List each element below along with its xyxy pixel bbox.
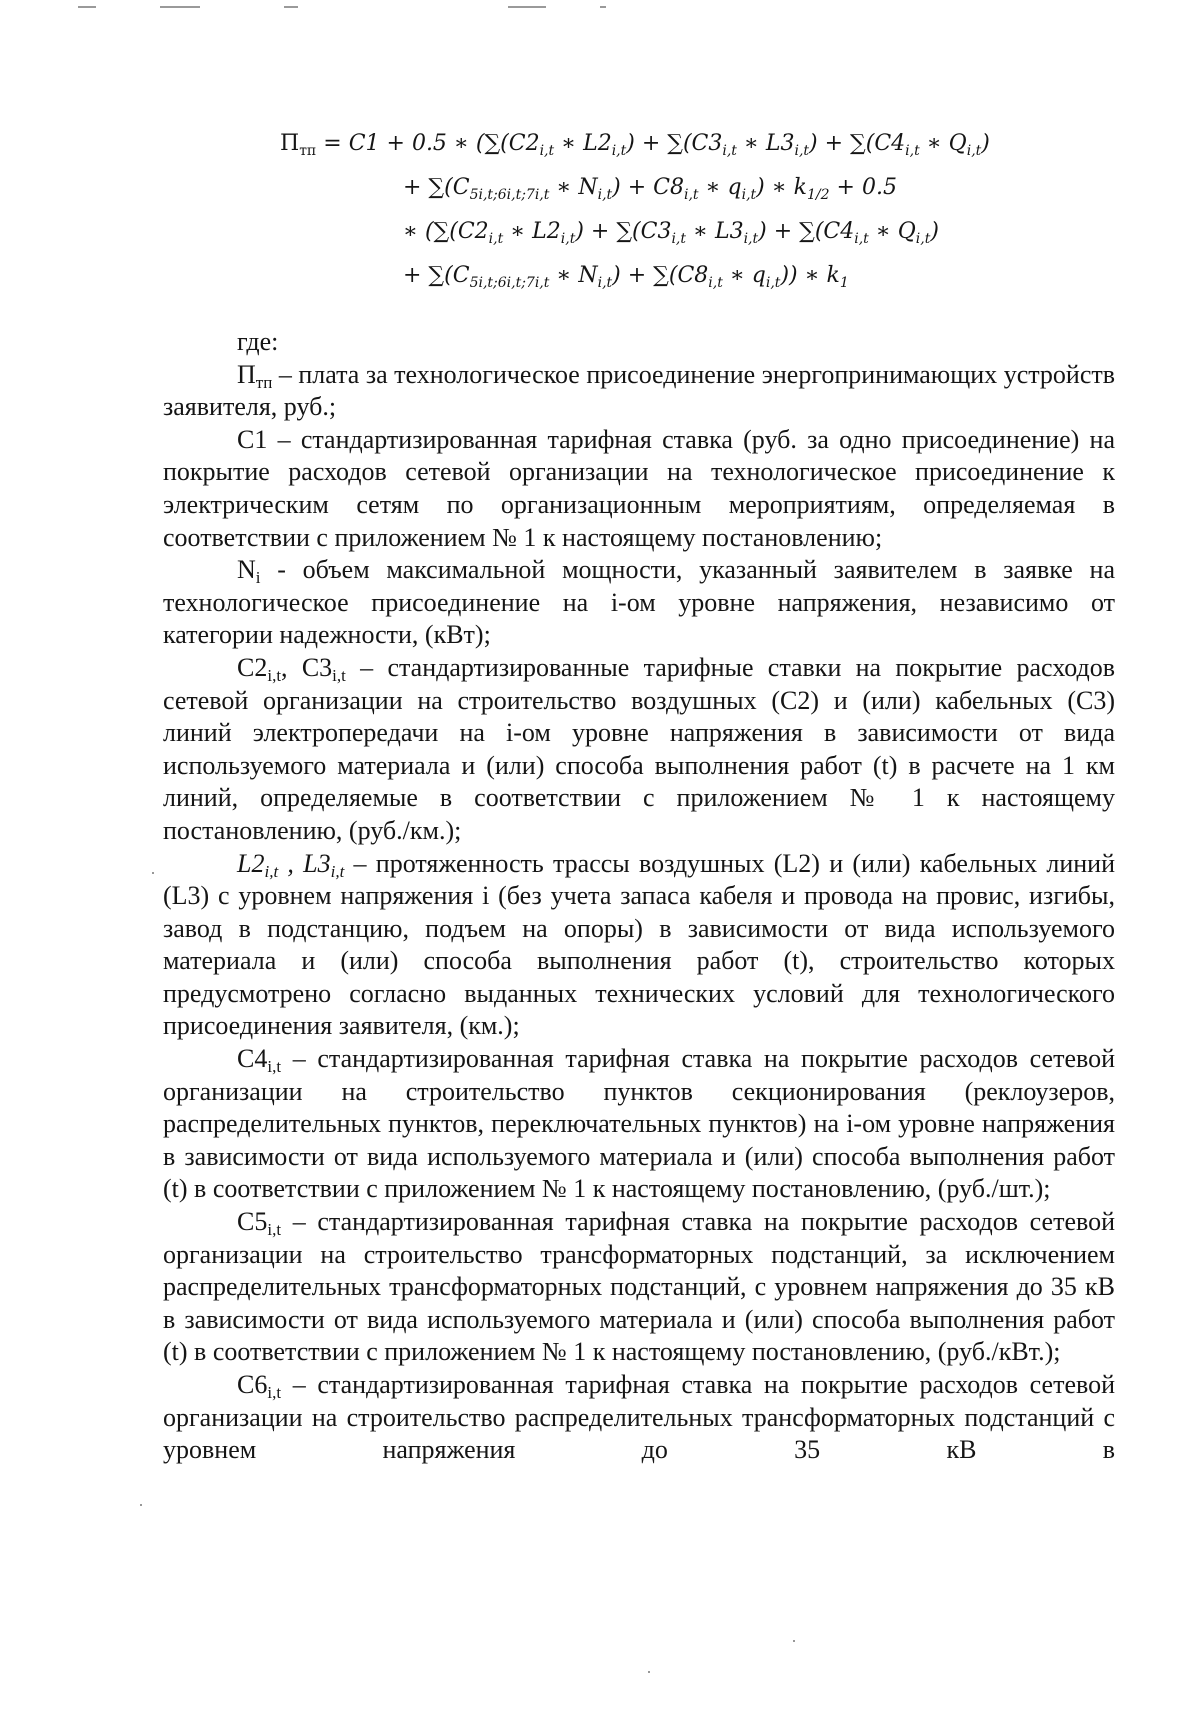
formula-sub: i,t: [560, 231, 576, 247]
formula-text: ∗ q: [698, 175, 742, 200]
definition-symbol: L2: [237, 848, 265, 878]
where-label: где:: [237, 327, 279, 356]
formula-text: ) + ∑(C4: [758, 219, 855, 244]
formula-sub: i,t: [597, 187, 613, 203]
formula-line-1: [280, 122, 1000, 166]
formula-text: + ∑(C: [403, 263, 470, 288]
formula-sub: i,t: [488, 231, 504, 247]
formula-text: ) + ∑(C3: [626, 131, 723, 156]
formula-sub: i,t: [966, 143, 982, 159]
scan-speck: [152, 872, 154, 874]
formula-sub: i,t: [741, 187, 757, 203]
definition-c2-c3: [163, 652, 1115, 848]
definition-text: – стандартизированная тарифная ставка на покрытие расходов сетевой организации на строительство распределительных трансформаторных подстанций с уровнем напряжения до 35 кВ в: [163, 1370, 1115, 1465]
formula-text: )) ∗ k: [780, 263, 840, 288]
formula-text: ∗ L2: [503, 219, 561, 244]
formula-line-2: [280, 166, 1000, 210]
definition-text: – стандартизированная тарифная ставка на покрытие расходов сетевой организации на строительство трансформаторных подстанций, за исключением распределительных трансформаторных подстанций, с уровнем напряжения до 35 кВ в зависимости от вида используемого материала и (или) способа выполнения работ (t) в соответствии с приложением № 1 к настоящему постановлению, (руб./кВт.);: [163, 1207, 1115, 1367]
formula-text: ) + ∑(C8: [612, 263, 709, 288]
definition-subscript: i,t: [267, 1057, 282, 1077]
definition-text: – плата за технологическое присоединение энергопринимающих устройств заявителя, руб.;: [163, 359, 1115, 422]
formula-text: ) ∗ k: [756, 175, 808, 200]
formula-text: ∗ q: [722, 263, 766, 288]
scan-mark: [600, 6, 606, 8]
formula-sub: тп: [299, 143, 317, 159]
formula-sub: i,t: [722, 143, 737, 159]
formula-text: ∗ Q: [868, 219, 916, 244]
formula-sub: 1/2: [807, 187, 830, 203]
definition-subscript: i,t: [330, 861, 345, 881]
formula-text: ∗ N: [549, 263, 598, 288]
definition-text: - объем максимальной мощности, указанный заявителем в заявке на технологическое присоединение на i-ом уровне напряжения, независимо от категории надежности, (кВт);: [163, 555, 1115, 650]
formula-sub: i,t: [743, 231, 759, 247]
formula-sub: i,t: [915, 231, 931, 247]
formula-sub: i,t: [597, 275, 613, 291]
formula-text: ): [930, 219, 939, 244]
formula-text: ∗ L3: [686, 219, 744, 244]
scan-mark: [160, 6, 200, 8]
definition-c4: [163, 1043, 1115, 1206]
definition-ni: [163, 554, 1115, 652]
definition-symbol: П: [237, 359, 256, 389]
formula-text: ) + ∑(C3: [575, 219, 672, 244]
formula-line-3: [280, 210, 1000, 254]
scan-mark: [508, 6, 546, 8]
definition-c1: [163, 424, 1115, 554]
scan-mark: [78, 6, 96, 8]
formula-text: ) + C8: [612, 175, 684, 200]
formula-sub: i,t: [539, 143, 555, 159]
formula-sub: i,t: [905, 143, 920, 159]
fee-formula: [280, 122, 1000, 298]
formula-sub: i,t: [671, 231, 687, 247]
formula-text: + ∑(C: [403, 175, 470, 200]
definition-text: – стандартизированная тарифная ставка на покрытие расходов сетевой организации на строительство пунктов секционирования (реклоузеров, распределительных пунктов, переключательных пунктов) на i-ом уровне напряжения в зависимости от вида используемого материала и (или) способа выполнения работ (t) в соответствии с приложением № 1 к настоящему постановлению, (руб./шт.);: [163, 1044, 1115, 1204]
definition-subscript: i,t: [267, 1220, 282, 1240]
definition-symbol: С4: [237, 1044, 268, 1074]
formula-text: ∗ L2: [554, 131, 612, 156]
definition-text: – стандартизированная тарифная ставка (руб. за одно присоединение) на покрытие расходов сетевой организации на технологическое присоединение к электрическим сетям по организационным мероприятиям, определяемая в соответствии с приложением № 1 к настоящему постановлению;: [163, 424, 1115, 552]
definition-symbol: С1: [237, 424, 268, 454]
scan-speck: [648, 1671, 650, 1673]
definition-c6: [163, 1369, 1115, 1467]
formula-sub: i,t: [611, 143, 627, 159]
definition-symbol: , С3: [281, 652, 333, 682]
definition-symbol: С6: [237, 1370, 268, 1399]
formula-text: ∗ (∑(C2: [403, 219, 489, 244]
definition-ptp: [163, 359, 1115, 424]
definition-subscript: тп: [255, 372, 273, 392]
formula-text: ∗ L3: [736, 131, 795, 156]
formula-sub: 1: [839, 275, 849, 291]
scan-speck: [140, 1504, 142, 1506]
definition-text: – протяженность трассы воздушных (L2) и (или) кабельных линий (L3) с уровнем напряжения i (без учета запаса кабеля и провода на провис, изгибы, завод в подстанцию, подъем на опоры) в зависимости от вида используемого материала и (или) способа выполнения работ (t), строительство которых предусмотрено согласно выданных технических условий для технологического присоединения заявителя, (км.);: [163, 848, 1115, 1041]
formula-sub: i,t: [684, 187, 699, 203]
formula-text: ): [981, 131, 990, 156]
formula-text: ∗ N: [549, 175, 598, 200]
scan-artifacts: [0, 0, 1200, 12]
formula-sub: i,t: [794, 143, 810, 159]
formula-sub: 5i,t;6i,t;7i,t: [469, 187, 550, 203]
formula-sub: 5i,t;6i,t;7i,t: [469, 275, 550, 291]
definition-subscript: i,t: [332, 665, 346, 685]
formula-text: + 0.5: [829, 175, 897, 200]
definition-symbol: С2: [237, 652, 268, 682]
definition-l2-l3: [163, 848, 1115, 1044]
scan-speck: [793, 1640, 795, 1642]
definition-subscript: i,t: [267, 665, 282, 685]
formula-sub: i,t: [854, 231, 869, 247]
formula-text: ∗ Q: [919, 131, 967, 156]
formula-text: ) + ∑(C4: [809, 131, 906, 156]
definition-symbol: N: [237, 555, 256, 585]
definitions-block: [163, 326, 1115, 1467]
definition-text: – стандартизированные тарифные ставки на покрытие расходов сетевой организации на строительство воздушных (С2) и (или) кабельных (С3) линий электропередачи на i-ом уровне напряжения в зависимости от вида используемого материала и (или) способа выполнения работ (t) в расчете на 1 км линий, определяемые в соответствии с приложением № 1 к настоящему постановлению, (руб./км.);: [163, 652, 1115, 845]
formula-sub: i,t: [765, 275, 781, 291]
definition-subscript: i,t: [267, 1383, 282, 1402]
definition-subscript: i,t: [264, 861, 279, 881]
definition-symbol: С5: [237, 1207, 268, 1237]
definition-subscript: i: [255, 568, 261, 588]
formula-text: = C1 + 0.5 ∗ (∑(C2: [323, 131, 540, 156]
definition-c5: [163, 1206, 1115, 1369]
scan-mark: [284, 6, 298, 8]
formula-line-4: [280, 254, 1000, 298]
formula-lhs: П: [280, 131, 300, 156]
formula-sub: i,t: [708, 275, 723, 291]
definition-symbol: , L3: [278, 848, 331, 878]
